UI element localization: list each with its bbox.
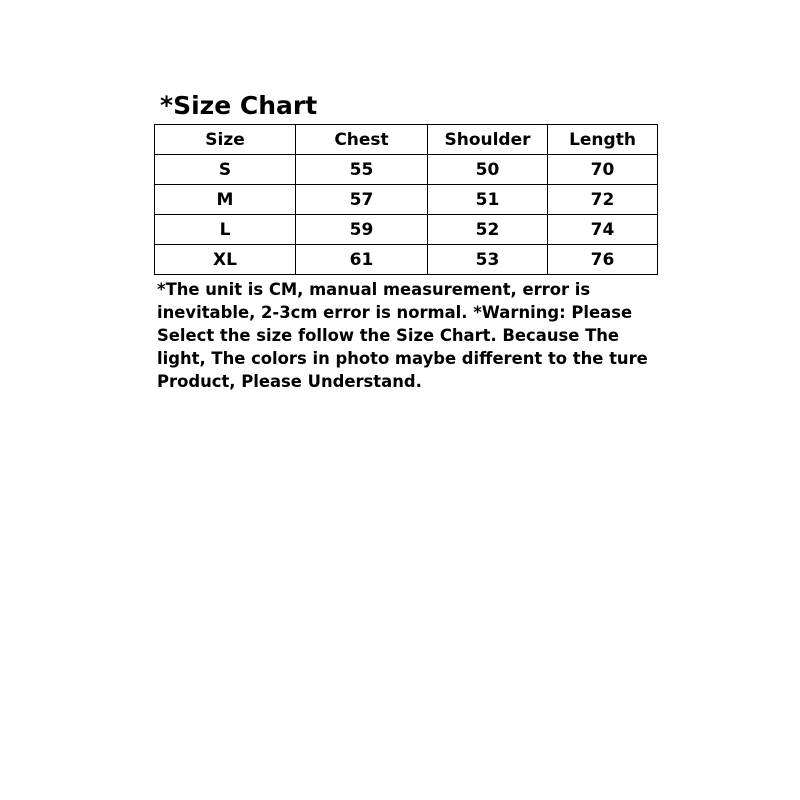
cell-shoulder: 53 (428, 245, 548, 275)
cell-chest: 59 (296, 215, 428, 245)
column-header-shoulder: Shoulder (428, 125, 548, 155)
table-row (155, 155, 658, 185)
cell-length: 74 (548, 215, 658, 245)
cell-size: S (155, 155, 296, 185)
cell-shoulder: 51 (428, 185, 548, 215)
cell-length: 76 (548, 245, 658, 275)
column-header-length: Length (548, 125, 658, 155)
cell-length: 72 (548, 185, 658, 215)
cell-size: L (155, 215, 296, 245)
table-row (155, 245, 658, 275)
table-row (155, 215, 658, 245)
cell-length: 70 (548, 155, 658, 185)
measurement-note: *The unit is CM, manual measurement, error is inevitable, 2-3cm error is normal. *Warning: Please Select the size follow the Size Chart. Because The light, The colors in photo maybe different to the ture Product, Please Understand. (157, 280, 648, 391)
cell-size: XL (155, 245, 296, 275)
size-table (154, 124, 658, 275)
cell-chest: 57 (296, 185, 428, 215)
table-header-row (155, 125, 658, 155)
table-row (155, 185, 658, 215)
size-chart-title: *Size Chart (160, 91, 318, 120)
cell-chest: 61 (296, 245, 428, 275)
cell-shoulder: 52 (428, 215, 548, 245)
column-header-chest: Chest (296, 125, 428, 155)
cell-chest: 55 (296, 155, 428, 185)
cell-shoulder: 50 (428, 155, 548, 185)
cell-size: M (155, 185, 296, 215)
column-header-size: Size (155, 125, 296, 155)
